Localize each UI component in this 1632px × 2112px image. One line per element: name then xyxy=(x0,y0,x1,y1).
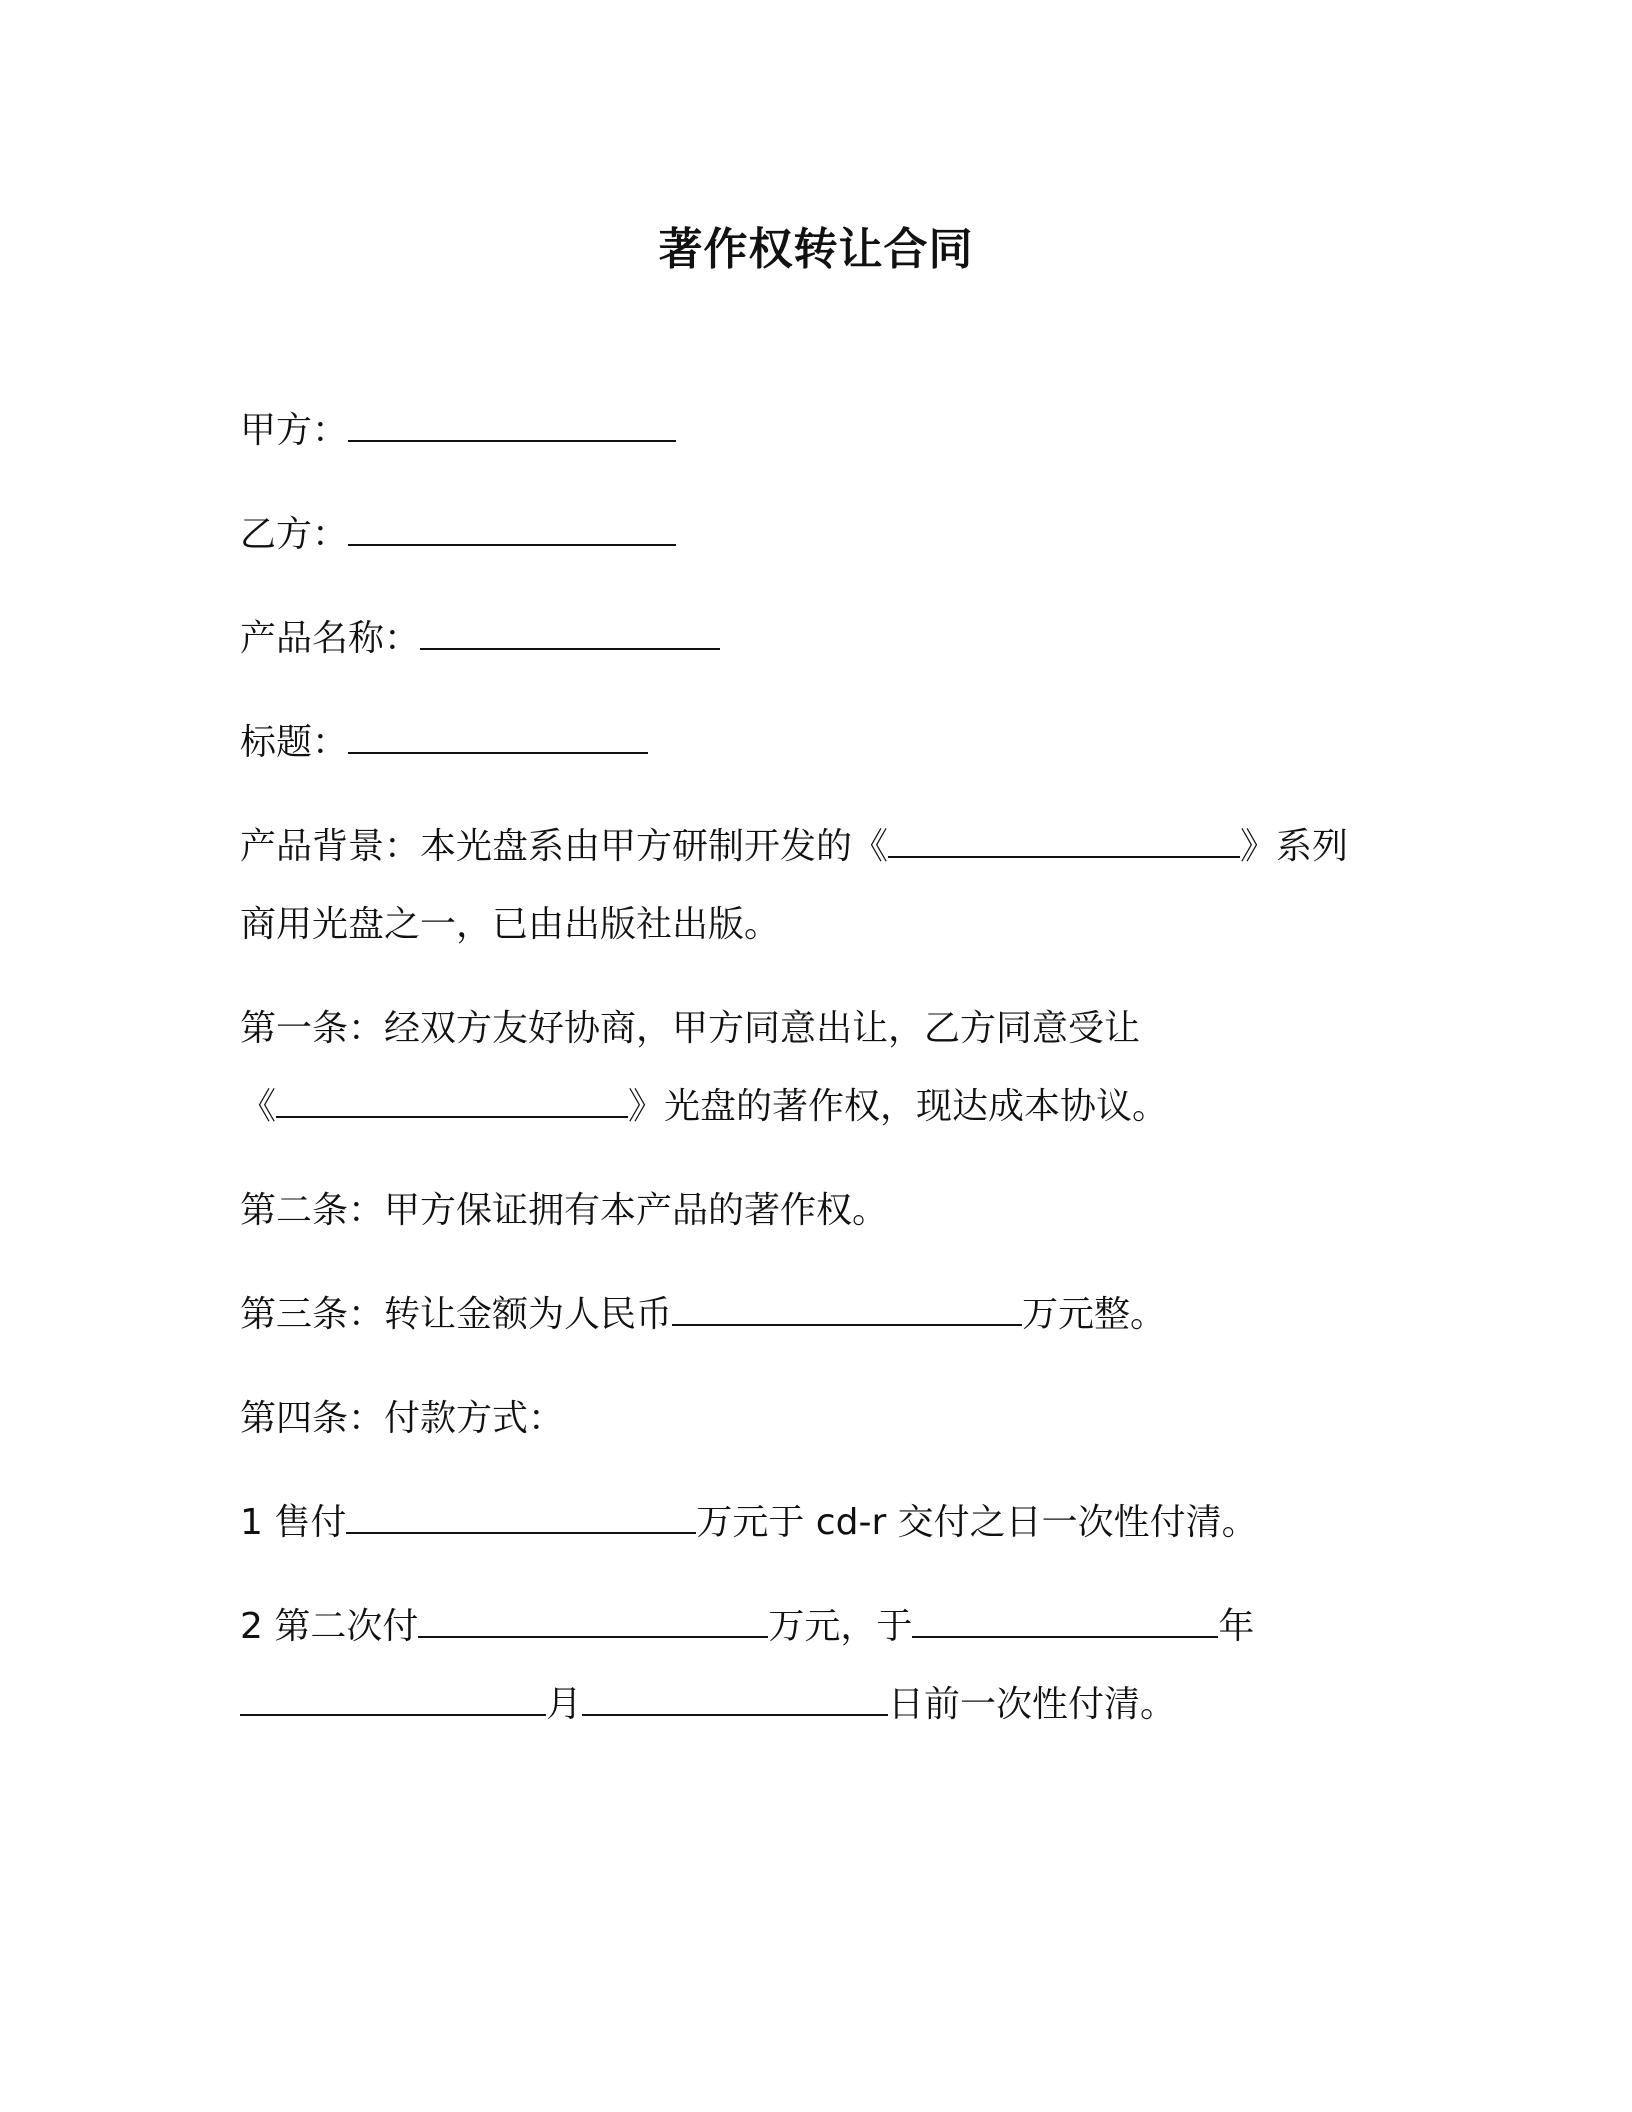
background-prefix: 产品背景：本光盘系由甲方研制开发的《 xyxy=(240,826,889,867)
payment-2-paragraph xyxy=(240,1588,1400,1744)
background-middle: 》系列 xyxy=(1240,826,1349,867)
party-b-label: 乙方： xyxy=(240,514,349,555)
background-line-1 xyxy=(240,808,1400,886)
party-a-line xyxy=(240,392,1400,470)
article-3-suffix: 万元整。 xyxy=(1022,1294,1167,1335)
disc-name-blank xyxy=(276,1076,628,1118)
payment-1-amount-blank xyxy=(346,1492,696,1534)
article-1-line-2 xyxy=(240,1068,1400,1146)
payment-2-year-blank xyxy=(912,1596,1218,1638)
heading-blank xyxy=(348,712,648,754)
document-title: 著作权转让合同 xyxy=(658,224,974,275)
party-b-blank xyxy=(348,504,676,546)
article-4-paragraph: 第四条：付款方式： xyxy=(240,1398,565,1439)
article-1-line-1: 第一条：经双方友好协商，甲方同意出让，乙方同意受让 xyxy=(240,1008,1141,1049)
background-paragraph xyxy=(240,808,1400,964)
product-name-label: 产品名称： xyxy=(240,618,421,659)
party-b-line xyxy=(240,496,1400,574)
payment-2-line-2 xyxy=(240,1666,1400,1744)
background-line-2: 商用光盘之一，已由出版社出版。 xyxy=(240,904,781,945)
article-2-paragraph: 第二条：甲方保证拥有本产品的著作权。 xyxy=(240,1190,889,1231)
product-name-blank xyxy=(420,608,720,650)
payment-2-amount-blank xyxy=(418,1596,768,1638)
payment-2-month: 月 xyxy=(546,1684,583,1725)
payment-2-mid: 万元，于 xyxy=(768,1606,913,1647)
payment-2-year: 年 xyxy=(1218,1606,1255,1647)
payment-2-prefix: 2 第二次付 xyxy=(240,1606,419,1647)
article-3-paragraph xyxy=(240,1276,1400,1354)
article-1-paragraph xyxy=(240,990,1400,1146)
payment-2-line-1 xyxy=(240,1588,1400,1666)
party-a-label: 甲方： xyxy=(240,410,349,451)
payment-1-paragraph xyxy=(240,1484,1400,1562)
document-body xyxy=(240,392,1400,1770)
party-a-blank xyxy=(348,400,676,442)
payment-2-day-blank xyxy=(582,1674,888,1716)
heading-label: 标题： xyxy=(240,722,349,763)
series-name-blank xyxy=(888,816,1240,858)
product-name-line xyxy=(240,600,1400,678)
payment-1-suffix: 万元于 cd-r 交付之日一次性付清。 xyxy=(696,1502,1258,1543)
payment-1-prefix: 1 售付 xyxy=(240,1502,347,1543)
amount-blank xyxy=(672,1284,1022,1326)
heading-line xyxy=(240,704,1400,782)
article-1-close: 》光盘的著作权，现达成本协议。 xyxy=(628,1086,1169,1127)
payment-2-day: 日前一次性付清。 xyxy=(888,1684,1177,1725)
payment-2-month-blank xyxy=(240,1674,546,1716)
article-3-prefix: 第三条：转让金额为人民币 xyxy=(240,1294,673,1335)
article-1-open-bracket: 《 xyxy=(240,1086,277,1127)
